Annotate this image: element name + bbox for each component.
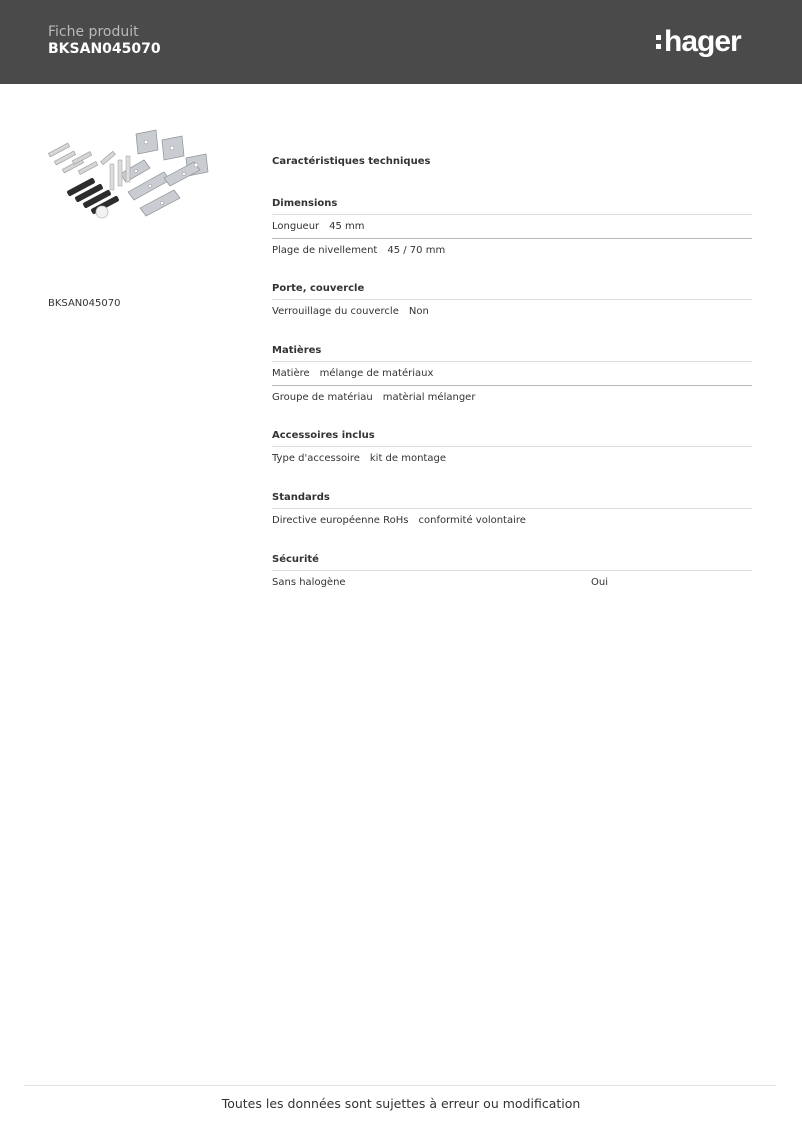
- product-image: [44, 128, 220, 228]
- spec-label: Verrouillage du couvercle: [272, 306, 399, 317]
- hager-logo: [656, 22, 741, 62]
- spec-value: Oui: [591, 577, 608, 588]
- header-title: BKSAN045070: [48, 41, 161, 57]
- spec-value: matèrial mélanger: [382, 392, 476, 403]
- specs-title: Caractéristiques techniques: [272, 156, 431, 167]
- spec-group-porte-couvercle: [272, 283, 752, 323]
- spec-label: Matière: [272, 368, 310, 379]
- spec-group-accessoires: [272, 430, 752, 470]
- header-kicker: Fiche produit: [48, 24, 139, 40]
- footer-divider: [24, 1085, 776, 1086]
- spec-group-title: Accessoires inclus: [272, 430, 752, 447]
- spec-group-title: Sécurité: [272, 554, 752, 571]
- spec-row: [272, 362, 752, 385]
- spec-value: 45 / 70 mm: [387, 245, 446, 256]
- spec-group-title: Dimensions: [272, 198, 752, 215]
- spec-group-title: Porte, couvercle: [272, 283, 752, 300]
- spec-label: Groupe de matériau: [272, 392, 373, 403]
- spec-group-title: Standards: [272, 492, 752, 509]
- spec-label: Type d'accessoire: [272, 453, 360, 464]
- spec-row: [272, 571, 752, 594]
- spec-label: Directive européenne RoHs: [272, 515, 409, 526]
- spec-group-matieres: [272, 345, 752, 408]
- spec-label: Plage de nivellement: [272, 245, 378, 256]
- technical-specs: [272, 156, 752, 616]
- spec-row: [272, 238, 752, 261]
- spec-value: 45 mm: [329, 221, 365, 232]
- spec-group-standards: [272, 492, 752, 532]
- spec-value: conformité volontaire: [418, 515, 526, 526]
- product-reference: BKSAN045070: [48, 298, 121, 309]
- spec-value: Non: [408, 306, 429, 317]
- page-header: [0, 0, 802, 84]
- spec-value: mélange de matériaux: [319, 368, 434, 379]
- logo-text: hager: [664, 25, 741, 58]
- spec-label: Sans halogène: [272, 577, 346, 588]
- spec-group-securite: [272, 554, 752, 594]
- spec-group-title: Matières: [272, 345, 752, 362]
- spec-row: [272, 447, 752, 470]
- logo-colon-icon: [656, 35, 661, 49]
- spec-value: kit de montage: [369, 453, 446, 464]
- spec-row: [272, 300, 752, 323]
- spec-label: Longueur: [272, 221, 320, 232]
- spec-row: [272, 509, 752, 532]
- spec-group-dimensions: [272, 198, 752, 261]
- footer-disclaimer: Toutes les données sont sujettes à erreur ou modification: [221, 1096, 581, 1111]
- spec-row: [272, 215, 752, 238]
- spec-row: [272, 385, 752, 408]
